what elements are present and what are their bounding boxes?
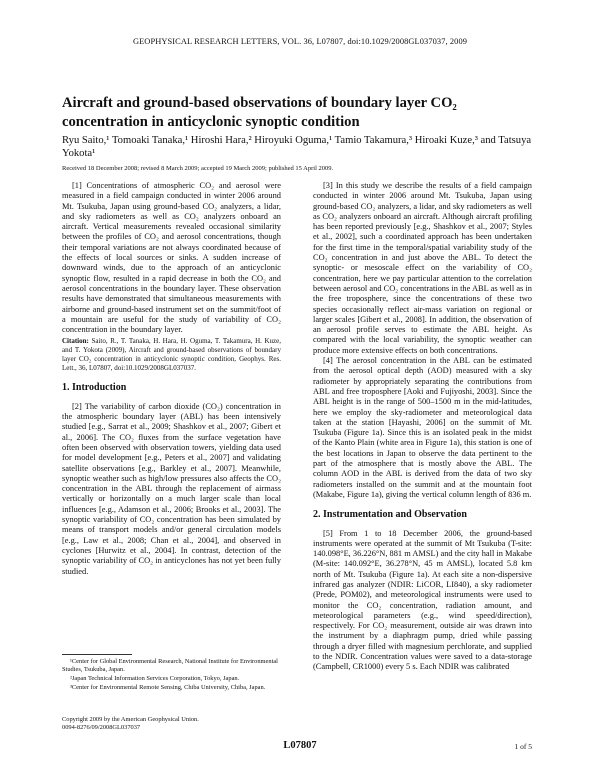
footnote-3: ³Center for Environmental Remote Sensing, Chiba University, Chiba, Japan. <box>70 684 266 691</box>
citation <box>62 337 281 373</box>
section-heading-introduction: 1. Introduction <box>62 382 127 394</box>
section-heading-instrumentation: 2. Instrumentation and Observation <box>313 509 467 521</box>
right-column <box>313 181 532 673</box>
copyright-block <box>62 716 281 732</box>
paragraph-4: [4] The aerosol concentration in the ABL can be estimated from the aerosol optical depth (AOD) measured with a sky radiometer by appropriately separating the contributions from ABL and free troposphere [Aoki and Fujiyoshi, 2003]. Since the ABL height is in the range of 500–1500 m in the mid-latitudes, here we employ the sky-radiometer and meteorological data taken at the station [Hayashi, 2006] on the summit of Mt. Tsukuba (Figure 1a). Since this is an isolated peak in the midst of the Kanto Plain (white area in Figure 1a), this station is one of the best locations in Japan to observe the data pertinent to the part of the atmosphere that is mostly above the ABL. The column AOD in the ABL is derived from the data of two sky radiometers installed on the summit and at the mountain foot (Makabe, Figure 1a), giving the vertical column length of 836 m. <box>313 356 532 499</box>
abstract-paragraph: [1] Concentrations of atmospheric CO₂ and aerosol were measured in a field campaign conducted in winter 2006 around Mt. Tsukuba, Japan using ground-based CO₂ analyzers, a lidar, and sky radiometers as well as CO₂ analyzers onboard an aircraft. Vertical measurements revealed occasional similarity between the profiles of CO₂ and aerosol concentrations, though their temporal variations are not always coordinated because of the effects of local sources or sinks. A sudden increase of downward winds, due to the approach of an anticyclonic synoptic flow, resulted in a rapid decrease in both the CO₂ and aerosol concentrations in the boundary layer. These observation results have demonstrated that simultaneous measurements with airborne and ground-based instrument set on the summit/foot of a mountain are useful for the study of variability of CO₂ concentration in the boundary layer. <box>62 181 281 335</box>
footnote-1: ¹Center for Global Environmental Research, National Institute for Environmental Studies, Tsukuba, Japan. <box>62 658 278 673</box>
footnote-divider <box>62 654 132 655</box>
paragraph-2: [2] The variability of carbon dioxide (CO₂) concentration in the atmospheric boundary layer (ABL) has been intensively studied [e.g., Sarrat et al., 2009; Shashkov et al., 2007; Gibert et al., 2006]. The CO₂ fluxes from the surface vegetation have often been observed with observation towers, yielding data used for model development [e.g., Peters et al., 2007] and validating satellite observations [e.g., Barkley et al., 2007]. Meanwhile, synoptic weather such as high/low pressures also affects the CO₂ concentration in the ABL through the replacement of airmass vertically or horizontally on a much larger scale than local influences [e.g., Adamson et al., 2006; Brooks et al., 2003]. The synoptic variability of CO₂ concentration has been simulated by means of transport models and/or general circulation models [e.g., Law et al., 2008; Chan et al., 2004], and observed in cyclones [Hurwitz et al., 2004]. In contrast, detection of the synoptic variability of CO₂ in anticyclones has not yet been fully studied. <box>62 401 281 576</box>
paragraph-5: [5] From 1 to 18 December 2006, the ground-based instruments were operated at the summit of Mt Tsukuba (T-site: 140.098°E, 36.226°N, 881 m AMSL) and the city hall in Makabe (M-site: 140.092°E, 36.278°N, 45 m AMSL), located 5.8 km north of Mt. Tsukuba (Figure 1a). At each site a non-dispersive infrared gas analyzer (NDIR: LiCOR, LI840), a sky radiometer (Prede, POM02), and meteorological instruments were used to monitor the CO₂ concentration, radiation amount, and meteorological parameters (e.g., wind speed/direction), respectively. For CO₂ measurement, outside air was drawn into the instrument by a diaphragm pump, dried while passing through a dryer filled with magnesium perchlorate, and supplied to the NDIR. Concentration values were saved to a data-storage (Campbell, CR1000) every 5 s. Each NDIR was calibrated <box>313 528 532 672</box>
received-dates: Received 18 December 2008; revised 8 March 2009; accepted 19 March 2009; published 15 April 2009. <box>62 165 334 172</box>
left-column <box>62 181 281 577</box>
issn-line: 0094-8276/09/2008GL037037 <box>62 724 141 731</box>
citation-label: Citation: <box>62 337 89 346</box>
copyright-line: Copyright 2009 by the American Geophysical Union. <box>62 716 199 723</box>
journal-header: GEOPHYSICAL RESEARCH LETTERS, VOL. 36, L07807, doi:10.1029/2008GL037037, 2009 <box>132 37 468 46</box>
citation-text: Saito, R., T. Tanaka, H. Hara, H. Oguma, T. Takamura, H. Kuze, and T. Yokota (2009), Aircraft and ground-based observations of boundary layer CO₂ concentration in anticyclonic synoptic condition, Geophys. Res. Lett., 36, L07807, doi:10.1029/2008GL037037. <box>62 337 282 373</box>
article-id-footer: L07807 <box>283 740 317 751</box>
article-title: Aircraft and ground-based observations of boundary layer CO₂ concentration in anticyclonic synoptic condition <box>62 95 457 130</box>
paragraph-3: [3] In this study we describe the results of a field campaign conducted in winter 2006 around Mt. Tsukuba, Japan using ground-based CO₂ analyzers, a lidar, and sky radiometers as well as CO₂ analyzers onboard an aircraft. Although aircraft profiling has been reported previously [e.g., Shashkov et al., 2007; Styles et al., 2002], such a coordinated approach has been undertaken for the first time in the temporal/spatial variability study of the CO₂ concentration in and just above the ABL. To detect the synoptic- or mesoscale effect on the variability of CO₂ concentration, here we pay particular attention to the correlation between aerosol and CO₂ concentrations in the ABL as well as in the free troposphere, since the concentrations of these two species occasionally reflect air-mass variation on regional or larger scales [Gibert et al., 2008]. In addition, the observation of an aerosol profile serves to estimate the ABL height. As compared with the local variability, the synoptic weather can produce more extensive effects on both concentrations. <box>313 181 532 355</box>
affiliation-footnotes <box>62 658 281 693</box>
footnote-2: ²Japan Technical Information Services Corporation, Tokyo, Japan. <box>70 675 240 682</box>
author-list: Ryu Saito,¹ Tomoaki Tanaka,¹ Hiroshi Hara,² Hiroyuki Oguma,¹ Tamio Takamura,³ Hiroaki Kuze,³ and Tatsuya Yokota¹ <box>62 135 532 160</box>
page-number: 1 of 5 <box>514 742 532 751</box>
